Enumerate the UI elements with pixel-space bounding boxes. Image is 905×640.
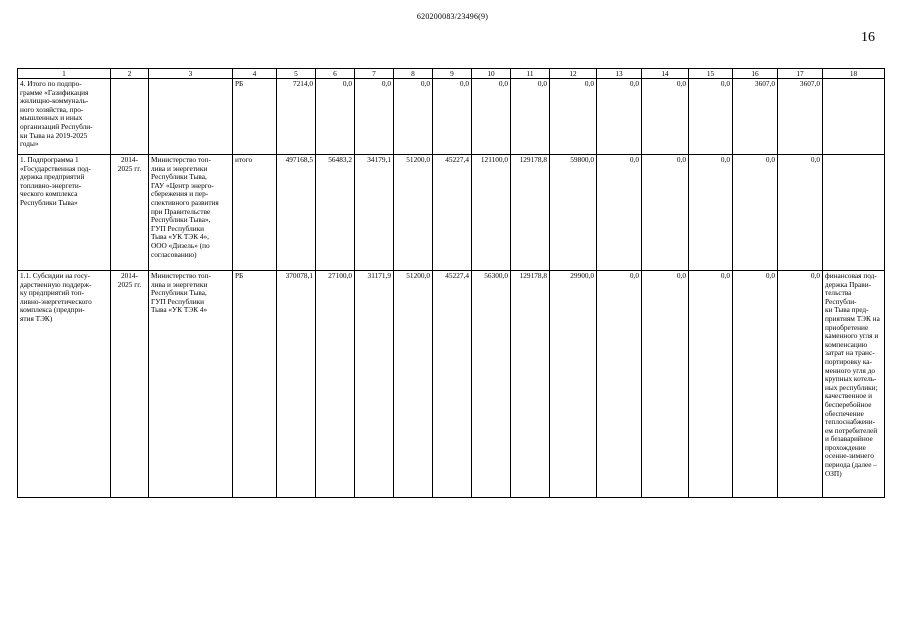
value-cell: 56300,0: [472, 271, 511, 498]
value-cell: 0,0: [511, 79, 550, 155]
value-cell: 129178,8: [511, 271, 550, 498]
row-period: [111, 79, 149, 155]
column-header: 18: [823, 69, 885, 79]
value-cell: 0,0: [778, 155, 823, 271]
row-name: 4. Итого по подпро- грамме «Газификация жилищно-коммуналь- ного хозяйства, про- мышленных и иных организаций Республи- ки Тыва на 2019-2025 годы»: [18, 79, 111, 155]
value-cell: 0,0: [597, 271, 642, 498]
column-header: 10: [472, 69, 511, 79]
value-cell: 0,0: [642, 79, 689, 155]
value-cell: 497168,5: [277, 155, 316, 271]
value-cell: 370078,1: [277, 271, 316, 498]
page-number: 16: [861, 30, 875, 45]
column-header: 5: [277, 69, 316, 79]
column-header: 16: [733, 69, 778, 79]
value-cell: 0,0: [642, 155, 689, 271]
value-cell: 7214,0: [277, 79, 316, 155]
value-cell: 59800,0: [550, 155, 597, 271]
column-header: 17: [778, 69, 823, 79]
column-header: 8: [394, 69, 433, 79]
column-header: 2: [111, 69, 149, 79]
value-cell: 0,0: [472, 79, 511, 155]
value-cell: 0,0: [778, 271, 823, 498]
row-result: [823, 155, 885, 271]
row-result: [823, 79, 885, 155]
row-name: 1. Подпрограмма 1 «Государственная под- держка предприятий топливно-энергети- ческого комплекса Республики Тыва»: [18, 155, 111, 271]
column-header: 6: [316, 69, 355, 79]
column-header: 4: [233, 69, 277, 79]
row-period: 2014- 2025 гг.: [111, 155, 149, 271]
value-cell: 3607,0: [733, 79, 778, 155]
column-number-row: [18, 69, 885, 79]
row-source: РБ: [233, 79, 277, 155]
row-source: РБ: [233, 271, 277, 498]
column-header: 9: [433, 69, 472, 79]
row-executor: [149, 79, 233, 155]
value-cell: 3607,0: [778, 79, 823, 155]
value-cell: 0,0: [642, 271, 689, 498]
budget-table: [17, 68, 885, 498]
value-cell: 0,0: [433, 79, 472, 155]
value-cell: 0,0: [689, 271, 733, 498]
value-cell: 0,0: [394, 79, 433, 155]
column-header: 15: [689, 69, 733, 79]
column-header: 14: [642, 69, 689, 79]
table-row: [18, 155, 885, 271]
value-cell: 0,0: [733, 155, 778, 271]
value-cell: 0,0: [597, 155, 642, 271]
row-executor: Министерство топ- лива и энергетики Республики Тыва, ГАУ «Центр энерго- сбережения и пер- спективного развития при Правительстве Республики Тыва», ГУП Республики Тыва «УК ТЭК 4», ООО «Дизель» (по согласованию): [149, 155, 233, 271]
value-cell: 34179,1: [355, 155, 394, 271]
value-cell: 129178,8: [511, 155, 550, 271]
column-header: 12: [550, 69, 597, 79]
table-row: [18, 271, 885, 498]
row-name: 1.1. Субсидии на госу- дарственную поддерж- ку предприятий топ- ливно-энергетического комплекса (предпри- ятия ТЭК): [18, 271, 111, 498]
value-cell: 121100,0: [472, 155, 511, 271]
column-header: 11: [511, 69, 550, 79]
row-executor: Министерство топ- лива и энергетики Республики Тыва, ГУП Республики Тыва «УК ТЭК 4»: [149, 271, 233, 498]
table-row: [18, 79, 885, 155]
value-cell: 0,0: [689, 155, 733, 271]
value-cell: 0,0: [689, 79, 733, 155]
row-period: 2014- 2025 гг.: [111, 271, 149, 498]
value-cell: 31171,9: [355, 271, 394, 498]
value-cell: 0,0: [733, 271, 778, 498]
value-cell: 0,0: [316, 79, 355, 155]
value-cell: 45227,4: [433, 271, 472, 498]
column-header: 3: [149, 69, 233, 79]
value-cell: 0,0: [550, 79, 597, 155]
document-id: 620200083/23496(9): [416, 12, 489, 21]
column-header: 1: [18, 69, 111, 79]
value-cell: 45227,4: [433, 155, 472, 271]
row-result: финансовая под- держка Прави- тельства Республи- ки Тыва пред- приятиям ТЭК на приобретение каменного угля и компенсацию затрат на транс- портировку ка- менного угля до крупных котель- ных республики; качественное и бесперебойное обеспечение теплоснабжени- ем потребителей и безаварийное прохождение осенне-зимнего периода (далее – ОЗП): [823, 271, 885, 498]
row-source: итого: [233, 155, 277, 271]
value-cell: 51200,0: [394, 155, 433, 271]
value-cell: 0,0: [597, 79, 642, 155]
value-cell: 51200,0: [394, 271, 433, 498]
value-cell: 0,0: [355, 79, 394, 155]
column-header: 13: [597, 69, 642, 79]
value-cell: 29900,0: [550, 271, 597, 498]
value-cell: 27100,0: [316, 271, 355, 498]
column-header: 7: [355, 69, 394, 79]
value-cell: 56483,2: [316, 155, 355, 271]
